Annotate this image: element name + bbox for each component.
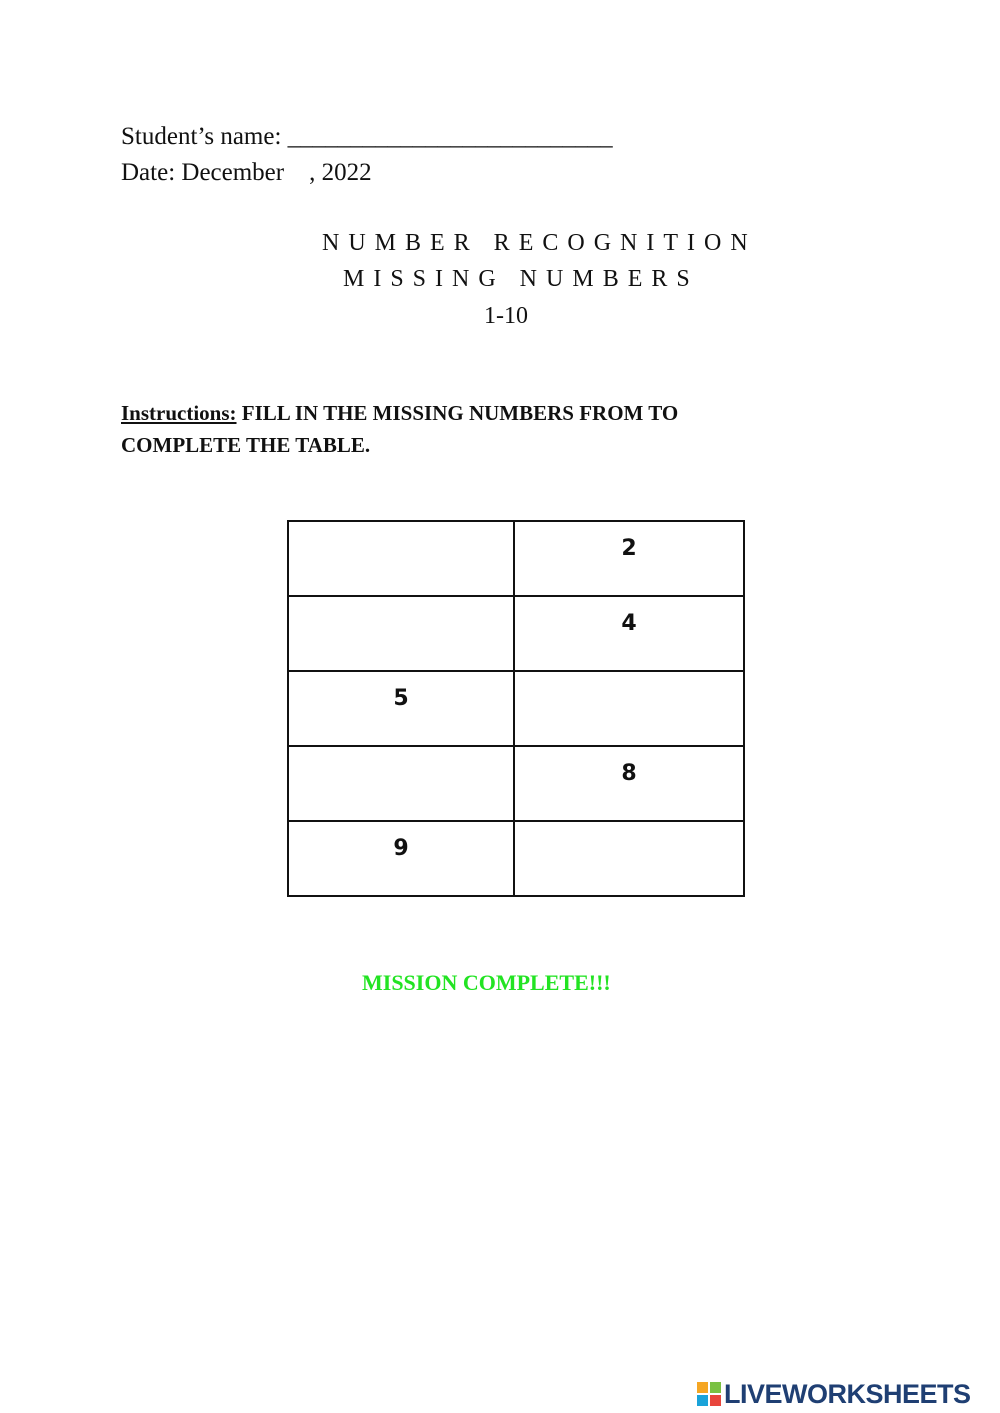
number-table bbox=[287, 520, 745, 897]
worksheet-subtitle: MISSING NUMBERS bbox=[343, 266, 699, 292]
table-cell-answer[interactable] bbox=[514, 671, 744, 746]
table-cell-answer[interactable] bbox=[514, 821, 744, 896]
table-cell-answer[interactable] bbox=[288, 521, 514, 596]
table-cell-given: 5 bbox=[288, 671, 514, 746]
table-row bbox=[288, 521, 744, 596]
table-cell-given: 8 bbox=[514, 746, 744, 821]
liveworksheets-logo-icon bbox=[697, 1382, 721, 1406]
table-row bbox=[288, 596, 744, 671]
liveworksheets-brand[interactable] bbox=[697, 1378, 971, 1410]
table-row bbox=[288, 821, 744, 896]
table-row bbox=[288, 671, 744, 746]
student-name-line bbox=[121, 124, 613, 149]
worksheet-title: NUMBER RECOGNITION bbox=[322, 230, 757, 256]
worksheet-range: 1-10 bbox=[484, 303, 528, 329]
instructions bbox=[121, 397, 801, 461]
table-cell-answer[interactable] bbox=[288, 596, 514, 671]
table-row bbox=[288, 746, 744, 821]
liveworksheets-wordmark: LIVEWORKSHEETS bbox=[724, 1378, 971, 1409]
date-line: Date: December , 2022 bbox=[121, 159, 372, 186]
table-cell-given: 2 bbox=[514, 521, 744, 596]
student-name-label: Student’s name: bbox=[121, 123, 288, 150]
table-cell-answer[interactable] bbox=[288, 746, 514, 821]
instructions-label: Instructions: bbox=[121, 401, 237, 425]
table-cell-given: 9 bbox=[288, 821, 514, 896]
table-cell-given: 4 bbox=[514, 596, 744, 671]
mission-complete-message: MISSION COMPLETE!!! bbox=[362, 970, 611, 995]
student-name-blank[interactable]: __________________________ bbox=[287, 123, 613, 150]
instructions-text: FILL IN THE MISSING NUMBERS FROM TO COMPLETE THE TABLE. bbox=[121, 401, 679, 457]
